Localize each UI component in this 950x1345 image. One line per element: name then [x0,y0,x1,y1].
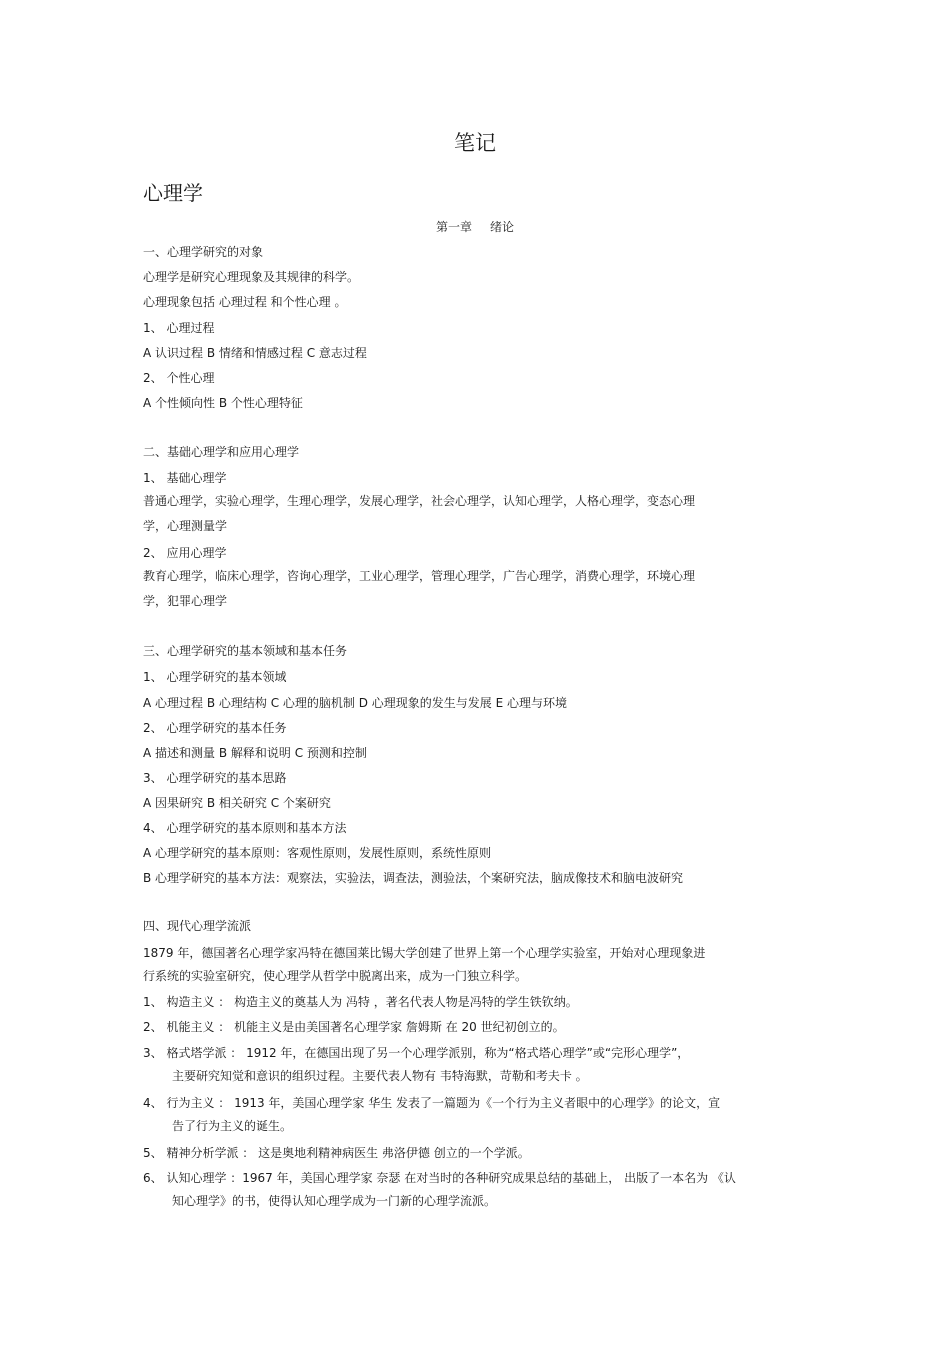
paragraph-line: 普通心理学，实验心理学，生理心理学，发展心理学，社会心理学，认知心理学，人格心理学，变态心理 [143,494,696,508]
list-item: A 心理过程 B 心理结构 C 心理的脑机制 D 心理现象的发生与发展 E 心理与环境 [143,696,567,710]
list-item: A 认识过程 B 情绪和情感过程 C 意志过程 [143,346,367,360]
section-heading: 三、心理学研究的基本领域和基本任务 [143,644,348,658]
list-item: 2、 应用心理学 [143,546,227,560]
list-item: 1、 基础心理学 [143,471,227,485]
list-item: 2、 机能主义 ： 机能主义是由美国著名心理学家 詹姆斯 在 20 世纪初创立的。 [143,1020,565,1034]
list-item: 3、 心理学研究的基本思路 [143,771,287,785]
list-item: A 因果研究 B 相关研究 C 个案研究 [143,796,331,810]
list-item-continuation: 主要研究知觉和意识的组织过程。主要代表人物有 韦特海默，苛勒和考夫卡 。 [172,1069,588,1083]
section-heading: 一、心理学研究的对象 [143,245,264,259]
chapter-number: 第一章 [435,220,472,234]
document-title: 笔记 [454,131,496,155]
chapter-heading [0,219,950,235]
paragraph-line: 行系统的实验室研究，使心理学从哲学中脱离出来，成为一门独立科学。 [143,969,528,983]
list-item: A 描述和测量 B 解释和说明 C 预测和控制 [143,746,367,760]
list-item: 2、 心理学研究的基本任务 [143,721,287,735]
list-item: A 个性倾向性 B 个性心理特征 [143,396,303,410]
paragraph-line: 学，心理测量学 [143,519,228,533]
list-item: 1、 构造主义 ： 构造主义的奠基人为 冯特 ，著名代表人物是冯特的学生铁钦纳。 [143,995,578,1009]
list-item: 3、 格式塔学派 ： 1912 年，在德国出现了另一个心理学派别，称为“格式塔心理学”或“完形心理学”， [143,1046,690,1060]
list-item: A 心理学研究的基本原则：客观性原则，发展性原则，系统性原则 [143,846,492,860]
paragraph-line: 1879 年，德国著名心理学家冯特在德国莱比锡大学创建了世界上第一个心理学实验室，开始对心理现象进 [143,946,706,960]
paragraph-line: 学，犯罪心理学 [143,594,228,608]
list-item-continuation: 知心理学》的书，使得认知心理学成为一门新的心理学流派。 [172,1194,497,1208]
list-item: 2、 个性心理 [143,371,215,385]
paragraph-line: 心理学是研究心理现象及其规律的科学。 [143,270,360,284]
paragraph-line: 心理现象包括 心理过程 和个性心理 。 [143,295,347,309]
section-heading: 四、现代心理学流派 [143,919,252,933]
list-item: 1、 心理学研究的基本领域 [143,670,287,684]
paragraph-line: 教育心理学，临床心理学，咨询心理学，工业心理学，管理心理学，广告心理学，消费心理学，环境心理 [143,569,696,583]
subject-heading: 心理学 [143,181,203,205]
list-item: 5、 精神分析学派 ： 这是奥地利精神病医生 弗洛伊德 创立的一个学派。 [143,1146,530,1160]
section-heading: 二、基础心理学和应用心理学 [143,445,300,459]
list-item: B 心理学研究的基本方法：观察法，实验法，调查法，测验法，个案研究法，脑成像技术和脑电波研究 [143,871,684,885]
list-item: 6、 认知心理学 ：1967 年，美国心理学家 奈瑟 在对当时的各种研究成果总结的基础上， 出版了一本名为 《认 [143,1171,736,1185]
list-item-continuation: 告了行为主义的诞生。 [172,1119,293,1133]
list-item: 4、 心理学研究的基本原则和基本方法 [143,821,347,835]
list-item: 4、 行为主义 ： 1913 年，美国心理学家 华生 发表了一篇题为《一个行为主义者眼中的心理学》的论文，宣 [143,1096,721,1110]
list-item: 1、 心理过程 [143,321,215,335]
chapter-name: 绪论 [490,220,515,234]
